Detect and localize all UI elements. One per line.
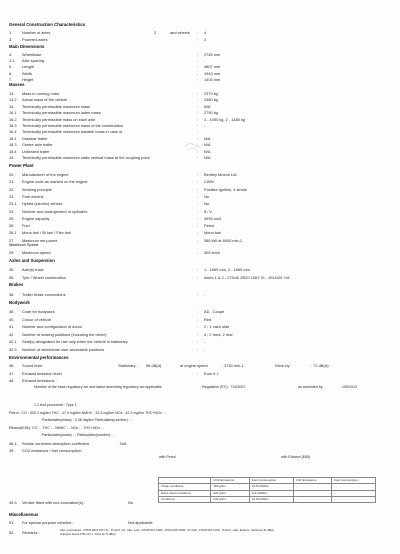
separator: :: [197, 129, 199, 135]
row-number: 41.: [9, 324, 15, 330]
row-number: 18.3: [9, 142, 17, 148]
row-label: Stationary :: [118, 363, 138, 368]
separator: :: [197, 275, 199, 280]
row-label: Mass in running order: [22, 91, 60, 96]
row-label: Centre axle trailer: [22, 142, 53, 148]
row-label: Smoke corrected absorption coefficient: [22, 441, 90, 446]
row-value: N/A: [204, 103, 211, 109]
row-label: Engine capacity: [22, 215, 50, 221]
row-number: 36.: [9, 292, 15, 297]
separator: :: [197, 30, 199, 35]
row-value: Bentley Motors Ltd.: [204, 172, 238, 177]
row-number: 14.: [9, 103, 15, 109]
table-cell: Urban conditions: [159, 484, 211, 490]
row-value: N/A: [204, 148, 211, 154]
row-label: Axle spacing: [22, 58, 45, 64]
amended-by-value: : 195/2013: [340, 385, 357, 389]
row-value: Axles 1 & 2 - 275/40 ZR20 106Y XL ; 8½Jx20 +41: [204, 275, 290, 280]
separator: :: [197, 91, 199, 96]
row-label: Axle(s) track: [22, 267, 44, 272]
row-number: 13.: [9, 91, 15, 96]
section-title-general: General Construction Characteristics: [9, 22, 86, 27]
row-value: 4807 mm: [204, 64, 221, 70]
section-title-environment: Environmental performances: [9, 355, 69, 360]
table-cell: -: [332, 484, 376, 490]
row-label: Pure electric: [22, 193, 44, 199]
row-label: Drive-by:: [275, 363, 291, 368]
petrol-emissions: Petrol : CO : 500.3 mg/km THC : 47.9 mg/km NMHC : 33.3 mg/km NOx : 42.2 mg/km THC+NOx : -: [9, 411, 166, 415]
row-label: Number and configuration of doors: [22, 324, 82, 330]
section-title-axles: Axles and Suspension: [9, 258, 55, 263]
separator: :: [197, 215, 199, 221]
row-value: Positive ignition, 4 stroke: [204, 186, 248, 192]
separator: :: [197, 371, 199, 376]
table-cell: -: [293, 496, 331, 502]
table-cell: -: [332, 490, 376, 496]
row-value: : N/A: [118, 441, 127, 446]
row-label: Fuel: [22, 223, 30, 229]
row-value: Not applicable: [128, 520, 153, 525]
row-number: 48.: [9, 378, 15, 383]
petrol-particulates: Particulates(mass) : 2.08 mg/km Particulates(number) : -: [42, 418, 133, 422]
row-number: 52.: [9, 530, 15, 535]
test-procedure: 1.1 test procedure : Type 1: [34, 403, 77, 407]
row-label: Maximum speed: [22, 250, 51, 255]
remarks-text-continued: at Engine Speed 3750 min-1 ; Drive-by 72 dB(A): [60, 533, 116, 536]
row-label: Sound level: [22, 363, 43, 368]
row-label: Number of axles: [22, 30, 51, 35]
section-title-power-plant: Power Plant: [9, 163, 34, 168]
row-label: Tyre / Wheel combination: [22, 275, 66, 280]
row-label: Technically permissible maximum towable mass in case of: [22, 129, 123, 135]
row-label: Exhaust emission level: [22, 371, 62, 376]
row-number: 18.4: [9, 148, 17, 154]
separator: :: [197, 223, 199, 229]
separator: :: [197, 193, 199, 199]
separator: :: [197, 155, 199, 160]
separator: :: [197, 123, 199, 128]
table-cell: -: [293, 484, 331, 490]
co2-emissions-table: [158, 477, 376, 503]
row-label: Vehicle fitted with eco-innovation(s) :: [22, 500, 86, 505]
separator: :: [197, 135, 199, 141]
row-value: -: [204, 123, 206, 128]
row-label: Code for bodywork: [22, 309, 55, 314]
row-number: 42.1: [9, 339, 17, 345]
table-cell: -: [293, 490, 331, 496]
row-value: AD - Coupé: [204, 309, 225, 314]
row-value: Mono fuel: [204, 230, 222, 236]
row-label: Powered axles: [22, 37, 48, 42]
row-number: 16.1: [9, 110, 17, 116]
row-label: Technically permissible maximum laden mass: [22, 110, 101, 116]
row-value: N/A: [204, 155, 211, 160]
row-number: 16.4: [9, 129, 17, 135]
row-number: 23.: [9, 193, 15, 199]
row-value: -: [204, 58, 206, 64]
separator: :: [197, 230, 199, 236]
row-number: 13.2: [9, 97, 17, 103]
row-value: No: [204, 193, 209, 199]
row-label: Actual mass of the vehicle: [22, 97, 68, 103]
row-value: Euro 6 J: [204, 371, 219, 376]
row-number: 47.: [9, 371, 15, 376]
row-label: Exhaust emissions :: [22, 378, 57, 383]
table-cell: CO2 Emissions: [293, 478, 331, 484]
row-value: 2750 kg: [204, 110, 218, 116]
ethanol-particulates: Particulates(mass) : - Particulates(number) : -: [42, 433, 115, 437]
amended-by-label: as amended by: [298, 385, 323, 389]
row-label: Colour of vehicle: [22, 316, 51, 322]
table-cell: 246 g/km: [211, 496, 249, 502]
row-label: at engine speed: [180, 363, 208, 368]
row-number: 25.: [9, 215, 15, 221]
separator: :: [197, 64, 199, 70]
row-value: 388 kW at 6000 min-1: [204, 237, 243, 243]
row-number: 1.: [9, 30, 13, 35]
row-label: Technically permissible maximum mass: [22, 103, 91, 109]
row-number: 6.: [9, 70, 13, 76]
row-number: 16.2: [9, 116, 17, 122]
row-label: Working principle: [22, 186, 52, 192]
table-cell: 9.0 l/100km: [249, 490, 293, 496]
row-number: 4.1.: [9, 58, 16, 64]
separator: :: [197, 172, 199, 177]
row-label: Technically permissible maximum mass of the combination: [22, 123, 123, 128]
row-label: Engine code as marked on the engine: [22, 179, 88, 185]
separator: :: [197, 37, 199, 42]
table-cell: Fuel Consumption: [332, 478, 376, 484]
row-number: 30.: [9, 267, 15, 272]
row-number: 42.3: [9, 347, 17, 352]
row-label: Trailer brake connections: [22, 292, 66, 297]
row-label: Manufacturer of the engine: [22, 172, 69, 177]
stamp-mark: [183, 139, 205, 153]
table-cell: Fuel Consumption: [249, 478, 293, 484]
section-title-max-speed: Maximum Speed: [9, 242, 39, 247]
separator: :: [197, 142, 199, 148]
row-value: CWM: [204, 179, 214, 185]
row-value: 2 ; 1 each side: [204, 324, 230, 330]
row-value: No: [128, 500, 133, 505]
separator: :: [197, 148, 199, 154]
row-value: -: [204, 339, 206, 345]
row-label: Mono fuel / Bi fuel / Flex fuel: [22, 230, 72, 236]
row-number: 7.: [9, 76, 13, 82]
separator: :: [197, 292, 199, 297]
remarks-text: Alter. tyres/wheels : 275/35 ZR21 103Y XL ; 9½Jx21 +41 ; Alter. tyres : 275/35 R21 103W , 275/40 R20 106W ; 9½Jx20 ; 275/35 R21 103W ; 9½Jx21 ; Alter. Exhaust : Stationary 91 dB(A): [60, 529, 274, 532]
separator: :: [197, 97, 199, 103]
separator: :: [197, 267, 199, 272]
separator: :: [197, 52, 199, 57]
row-value: N/A: [204, 135, 211, 141]
table-cell: 205 g/km: [211, 490, 249, 496]
row-number: 46.: [9, 363, 15, 368]
row-number: 35.: [9, 275, 15, 280]
separator: :: [197, 70, 199, 76]
table-cell: -: [332, 496, 376, 502]
row-value: 2745 mm: [204, 52, 221, 57]
row-number: 20.: [9, 172, 15, 177]
row-number: 49.: [9, 448, 15, 453]
table-cell: Combined: [159, 496, 211, 502]
row-label: CO2 emissions / fuel consumption :: [22, 448, 84, 453]
section-title-brakes: Brakes: [9, 282, 24, 287]
separator: :: [197, 76, 199, 82]
separator: :: [197, 201, 199, 207]
section-title-dimensions: Main Dimensions: [9, 44, 45, 49]
row-label: Maximum net power: [22, 237, 58, 243]
separator: :: [197, 339, 199, 345]
row-value: 8 / V: [204, 208, 213, 214]
row-value: 1404 mm: [204, 76, 221, 82]
row-label: Remarks :: [22, 530, 40, 535]
table-cell: 10.8 l/100km: [249, 496, 293, 502]
table-cell: CO2 Emissions: [211, 478, 249, 484]
row-label: Height: [22, 76, 34, 82]
row-value: No: [204, 201, 209, 207]
row-label: Drawbar trailer: [22, 135, 48, 141]
row-number: 3.: [9, 37, 13, 42]
row-value: 1 - 1669 mm, 2 - 1660 mm: [204, 267, 250, 272]
table-cell: 359 g/km: [211, 484, 249, 490]
row-value: 2480 kg: [204, 97, 218, 103]
row-number: 4.: [9, 52, 13, 57]
row-label: Technically permissible mass on each axle: [22, 116, 96, 122]
wheels-count: 4: [204, 30, 207, 35]
row-label: Number of seating positions (including the driver): [22, 331, 107, 337]
section-title-masses: Masses: [9, 82, 25, 87]
with-ethanol-label: with Ethanol (E85): [281, 455, 311, 459]
row-value: 4 ; 2 front, 2 rear: [204, 331, 233, 337]
separator: :: [197, 58, 199, 64]
row-number: 26.1: [9, 230, 17, 236]
row-label: Seat(s) designated for use only when the vehicle is stationary: [22, 339, 128, 345]
row-value: 96 dB(A): [146, 363, 162, 368]
row-value: N/A: [204, 142, 211, 148]
row-value: -: [204, 347, 206, 352]
row-number: 29.: [9, 250, 15, 255]
row-number: 49.3: [9, 500, 17, 505]
row-number: 16.3: [9, 123, 17, 128]
with-petrol-label: with Petrol: [159, 455, 176, 459]
separator: :: [197, 324, 199, 330]
row-value: -: [204, 292, 206, 297]
row-value: 2: [204, 37, 207, 42]
row-number: 40.: [9, 316, 15, 322]
section-title-miscellaneous: Miscellaneous: [9, 512, 39, 517]
row-value: : 3750 min-1: [222, 363, 244, 368]
separator: :: [197, 331, 199, 337]
separator: :: [197, 237, 199, 243]
row-number: 18.1: [9, 135, 17, 141]
row-number: 38.: [9, 309, 15, 314]
table-cell: 15.8 l/100km: [249, 484, 293, 490]
separator: :: [197, 186, 199, 192]
row-label: Wheelbase: [22, 52, 42, 57]
row-value: 1 - 1050 kg, 2 - 1480 kg: [204, 116, 246, 122]
separator: :: [197, 110, 199, 116]
row-number: 21.: [9, 179, 15, 185]
row-label: Technically permissible maximum static vertical mass at the coupling point: [22, 155, 150, 160]
separator: :: [197, 316, 199, 322]
row-number: 26.: [9, 223, 15, 229]
axles-count: 2: [154, 30, 157, 35]
row-value: : 72 dB(A): [311, 363, 329, 368]
row-label: Unbraked trailer: [22, 148, 50, 154]
row-label: and wheels: [170, 30, 190, 35]
row-label: Number of wheelchair user accessible positions: [22, 347, 105, 352]
ethanol-emissions: Ethanol(E85): CO : - THC : - NMHC : - NOx : - THC+NOx : -: [9, 426, 105, 430]
separator: :: [197, 347, 199, 352]
separator: :: [197, 309, 199, 314]
row-value: 305 km/h: [204, 250, 221, 255]
row-number: 23.1: [9, 201, 17, 207]
table-cell: Extra-urban conditions: [159, 490, 211, 496]
separator: :: [197, 116, 199, 122]
row-value: Red: [204, 316, 212, 322]
row-number: 48.1.: [9, 441, 18, 446]
separator: :: [197, 179, 199, 185]
row-number: 5.: [9, 64, 13, 70]
row-number: 27.: [9, 237, 15, 243]
row-number: 51.: [9, 520, 15, 525]
row-number: 19.: [9, 155, 15, 160]
row-number: 42.: [9, 331, 15, 337]
row-label: For special purpose vehicles :: [22, 520, 74, 525]
regulatory-act-label: Number of the base regulatory act and latest amending regulatory act applicable: [34, 385, 162, 389]
regulatory-act-value: : Regulation (EC) : 715/2007: [200, 385, 246, 389]
section-title-bodywork: Bodywork: [9, 300, 30, 305]
row-label: Length: [22, 64, 34, 70]
row-label: Number and arrangement of cylinders: [22, 208, 88, 214]
row-number: 24.: [9, 208, 15, 214]
separator: :: [197, 103, 199, 109]
separator: :: [197, 208, 199, 214]
row-value: 1943 mm: [204, 70, 221, 76]
row-value: 2370 kg: [204, 91, 218, 96]
row-label: Hybrid (electric) vehicle: [22, 201, 63, 207]
row-value: Petrol: [204, 223, 215, 229]
row-label: Width: [22, 70, 32, 76]
separator: :: [197, 250, 199, 255]
row-number: 22.: [9, 186, 15, 192]
table-row: [159, 496, 376, 502]
row-value: 3993 cm3: [204, 215, 222, 221]
